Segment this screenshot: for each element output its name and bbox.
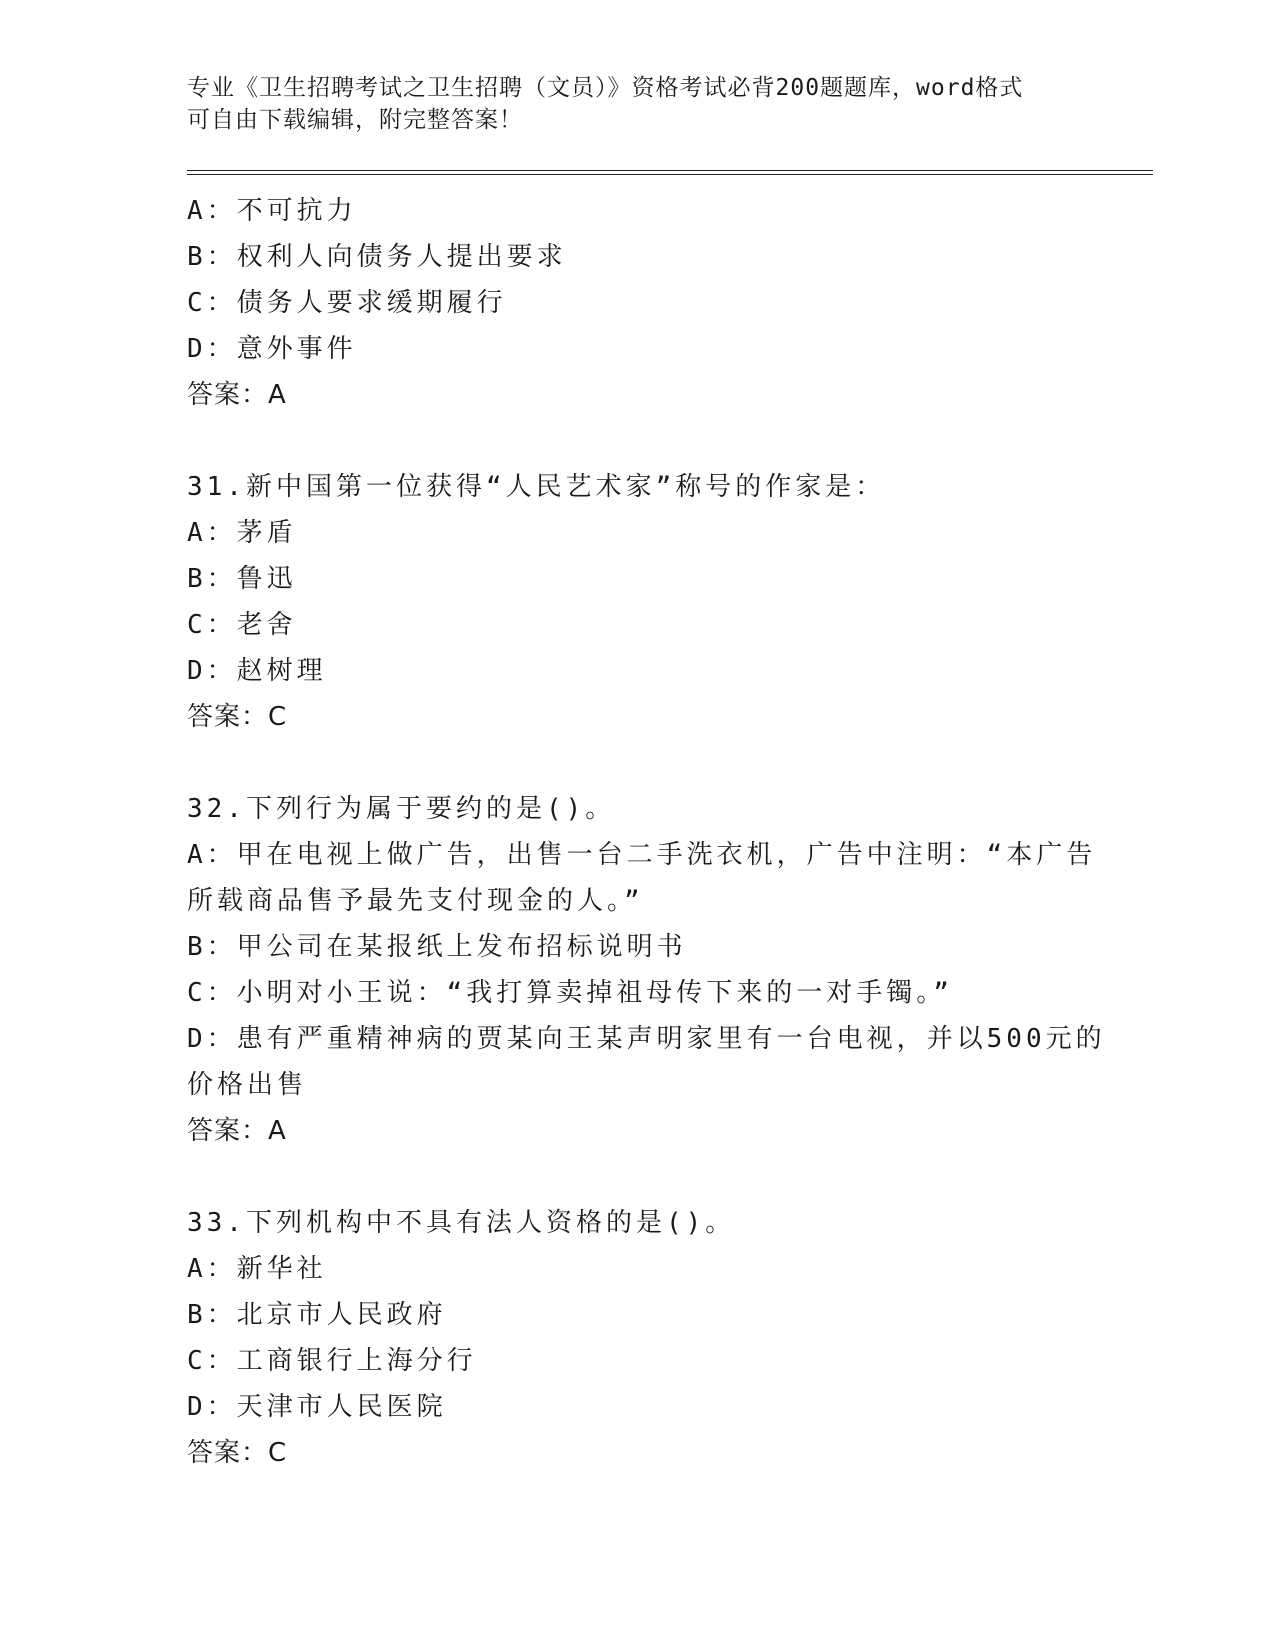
option-a: A：新华社	[187, 1254, 327, 1284]
option-d: D：意外事件	[187, 334, 357, 364]
header-line-2: 可自由下载编辑，附完整答案！	[187, 107, 523, 133]
header-rule-top	[187, 170, 1153, 171]
question-31	[187, 464, 1087, 740]
option-a: A：茅盾	[187, 518, 297, 548]
option-d: D：患有严重精神病的贾某向王某声明家里有一台电视，并以500元的	[187, 1024, 1106, 1054]
option-a: A：甲在电视上做广告，出售一台二手洗衣机，广告中注明：“本广告	[187, 840, 1097, 870]
option-b: B：权利人向债务人提出要求	[187, 242, 567, 272]
header-rule-bottom	[187, 174, 1153, 175]
option-b: B：甲公司在某报纸上发布招标说明书	[187, 932, 687, 962]
question-stem: 31.新中国第一位获得“人民艺术家”称号的作家是：	[187, 472, 886, 502]
option-c: C：小明对小王说：“我打算卖掉祖母传下来的一对手镯。”	[187, 978, 953, 1008]
question-content	[187, 188, 1106, 1476]
option-c: C：债务人要求缓期履行	[187, 288, 507, 318]
option-c: C：老舍	[187, 610, 297, 640]
option-b: B：北京市人民政府	[187, 1300, 447, 1330]
question-stem: 32.下列行为属于要约的是()。	[187, 794, 616, 824]
option-d: D：赵树理	[187, 656, 327, 686]
option-a: A：不可抗力	[187, 196, 357, 226]
answer: 答案：A	[187, 1116, 287, 1146]
answer: 答案：C	[187, 702, 288, 732]
option-c: C：工商银行上海分行	[187, 1346, 477, 1376]
option-d: D：天津市人民医院	[187, 1392, 447, 1422]
option-b: B：鲁迅	[187, 564, 297, 594]
question-33	[187, 1200, 1087, 1476]
question-32	[187, 786, 1106, 1154]
prev-question-block	[187, 188, 1087, 418]
option-d-continued: 价格出售	[187, 1070, 308, 1100]
answer: 答案：A	[187, 380, 287, 410]
answer: 答案：C	[187, 1438, 288, 1468]
question-stem: 33.下列机构中不具有法人资格的是()。	[187, 1208, 736, 1238]
option-a-continued: 所载商品售予最先支付现金的人。”	[187, 886, 644, 916]
header-line-1: 专业《卫生招聘考试之卫生招聘（文员）》资格考试必背200题题库，word格式	[187, 75, 1024, 101]
document-header	[187, 72, 1067, 136]
